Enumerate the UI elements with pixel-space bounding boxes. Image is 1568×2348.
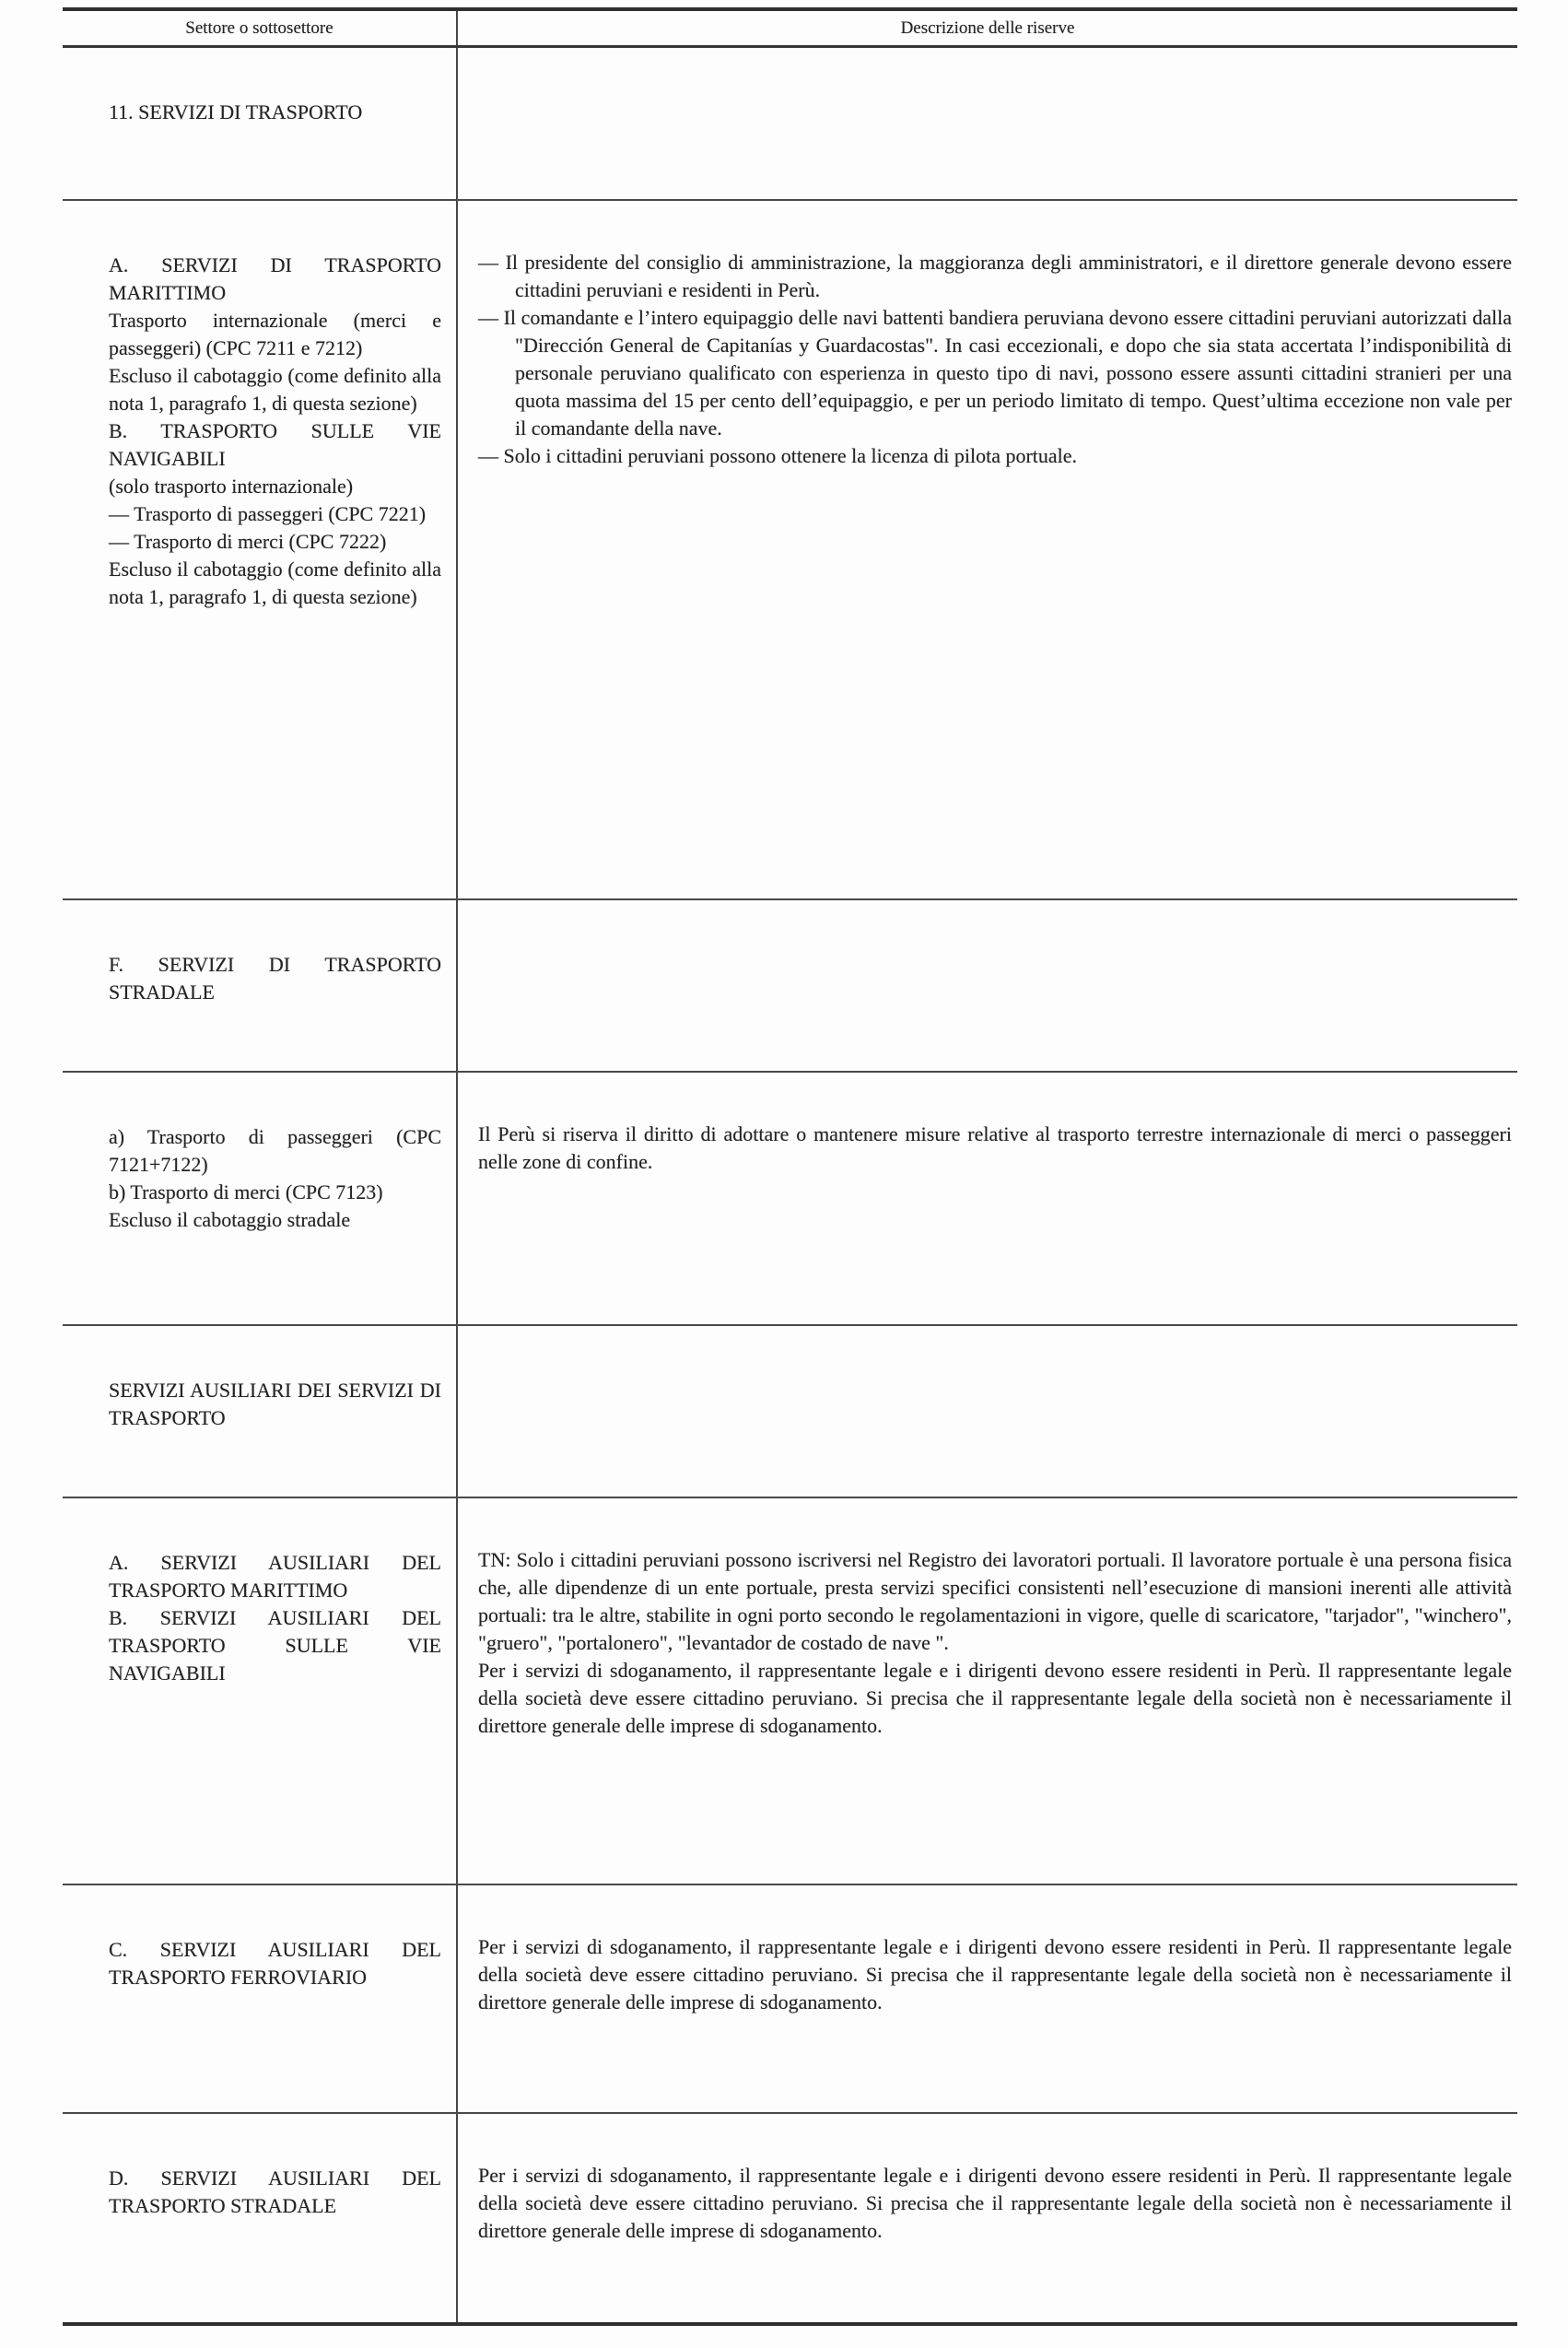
description-cell: [458, 2114, 1517, 2322]
table-row-servizi-ausiliari-dei-servizi-di-trasporto: [63, 1324, 1517, 1497]
description-paragraph: — Il comandante e l’intero equipaggio delle navi battenti bandiera peruviana devono essere cittadini peruviani autorizzati dalla "Dirección General de Capitanías y Guardacostas". In casi eccezionali, e dopo che sia stata accertata l’indisponibilità di personale peruviano qualificato con esperienza in questo tipo di navi, possono essere assunti cittadini stranieri per una quota massima del 15 per cento dell’equipaggio, e per un periodo limitato di tempo. Quest’ultima eccezione non vale per il comandante della nave.: [478, 306, 1512, 440]
sector-cell: [63, 900, 458, 1071]
table-row-section-11-servizi-di-trasporto: [63, 48, 1517, 199]
sector-line: D. SERVIZI AUSILIARI DEL TRASPORTO STRADALE: [109, 2166, 441, 2217]
description-paragraph: Per i servizi di sdoganamento, il rappresentante legale e i dirigenti devono essere residenti in Perù. Il rappresentante legale della società deve essere cittadino peruviano. Si precisa che il rappresentante legale della società non è necessariamente il direttore generale delle imprese di sdoganamento.: [478, 1935, 1512, 2013]
sector-line: C. SERVIZI AUSILIARI DEL TRASPORTO FERROVIARIO: [109, 1938, 441, 1989]
description-paragraph: — Il presidente del consiglio di amministrazione, la maggioranza degli amministratori, e il direttore generale devono essere cittadini peruviani e residenti in Perù.: [478, 251, 1512, 301]
sector-line: a) Trasporto di passeggeri (CPC 7121+7122): [109, 1125, 441, 1176]
table-row-ausiliari-trasporto-stradale: [63, 2112, 1517, 2322]
sector-cell: [63, 2114, 458, 2322]
sector-cell: [63, 1498, 458, 1884]
table-row-trasporto-marittimo-e-vie-navigabili: [63, 199, 1517, 898]
table-body: [63, 48, 1517, 2322]
description-cell: [458, 1885, 1517, 2112]
description-cell: [458, 1498, 1517, 1884]
reservations-table: [63, 7, 1517, 2326]
sector-line: 11. SERVIZI DI TRASPORTO: [109, 100, 363, 123]
sector-line: — Trasporto di merci (CPC 7222): [109, 530, 387, 553]
description-paragraph: TN: Solo i cittadini peruviani possono iscriversi nel Registro dei lavoratori portuali. Il lavoratore portuale è una persona fisica che, alle dipendenze di un ente portuale, presta servizi specifici consistenti nell’esecuzione di mansioni inerenti alle attività portuali: tra le altre, stabilite in ogni porto secondo le regolamentazioni in vigore, quelle di scaricatore, "tarjador", "winchero", "gruero", "portalonero", "levantador de costado de nave ".: [478, 1548, 1512, 1654]
description-cell: [458, 1326, 1517, 1497]
sector-line: b) Trasporto di merci (CPC 7123): [109, 1180, 383, 1203]
description-cell: [458, 1073, 1517, 1324]
sector-cell: [63, 1326, 458, 1497]
sector-line: A. SERVIZI AUSILIARI DEL TRASPORTO MARITTIMO: [109, 1551, 441, 1602]
description-cell: [458, 201, 1517, 898]
sector-line: F. SERVIZI DI TRASPORTO STRADALE: [109, 953, 441, 1004]
sector-line: Trasporto internazionale (merci e passeggeri) (CPC 7211 e 7212): [109, 309, 441, 359]
description-paragraph: Per i servizi di sdoganamento, il rappresentante legale e i dirigenti devono essere residenti in Perù. Il rappresentante legale della società deve essere cittadino peruviano. Si precisa che il rappresentante legale della società non è necessariamente il direttore generale delle imprese di sdoganamento.: [478, 2164, 1512, 2242]
table-row-f-servizi-di-trasporto-stradale: [63, 898, 1517, 1071]
column-header-sector: Settore o sottosettore: [63, 11, 458, 45]
sector-cell: [63, 1885, 458, 2112]
sector-cell: [63, 1073, 458, 1324]
description-cell: [458, 900, 1517, 1071]
sector-line: — Trasporto di passeggeri (CPC 7221): [109, 502, 427, 525]
description-paragraph: Per i servizi di sdoganamento, il rappresentante legale e i dirigenti devono essere residenti in Perù. Il rappresentante legale della società deve essere cittadino peruviano. Si precisa che il rappresentante legale della società non è necessariamente il direttore generale delle imprese di sdoganamento.: [478, 1659, 1512, 1737]
sector-line: SERVIZI AUSILIARI DEI SERVIZI DI TRASPORTO: [109, 1379, 441, 1429]
description-cell: [458, 48, 1517, 199]
sector-line: B. SERVIZI AUSILIARI DEL TRASPORTO SULLE VIE NAVIGABILI: [109, 1606, 441, 1685]
description-paragraph: Il Perù si riserva il diritto di adottare o mantenere misure relative al trasporto terrestre internazionale di merci o passeggeri nelle zone di confine.: [478, 1122, 1512, 1173]
table-row-trasporto-passeggeri-e-merci-stradale: [63, 1071, 1517, 1324]
table-row-ausiliari-trasporto-ferroviario: [63, 1884, 1517, 2112]
sector-cell: [63, 201, 458, 898]
sector-line: B. TRASPORTO SULLE VIE NAVIGABILI: [109, 419, 441, 470]
table-header-row: [63, 11, 1517, 48]
sector-line: Escluso il cabotaggio stradale: [109, 1208, 351, 1231]
sector-line: A. SERVIZI DI TRASPORTO MARITTIMO: [109, 253, 441, 304]
sector-line: Escluso il cabotaggio (come definito alla nota 1, paragrafo 1, di questa sezione): [109, 364, 441, 415]
table-row-ausiliari-trasporto-marittimo-e-vie-navigabili: [63, 1497, 1517, 1884]
sector-line: Escluso il cabotaggio (come definito alla nota 1, paragrafo 1, di questa sezione): [109, 558, 441, 608]
sector-cell: [63, 48, 458, 199]
sector-line: (solo trasporto internazionale): [109, 475, 354, 498]
column-header-description: Descrizione delle riserve: [900, 18, 1075, 38]
description-paragraph: — Solo i cittadini peruviani possono ottenere la licenza di pilota portuale.: [478, 444, 1078, 467]
